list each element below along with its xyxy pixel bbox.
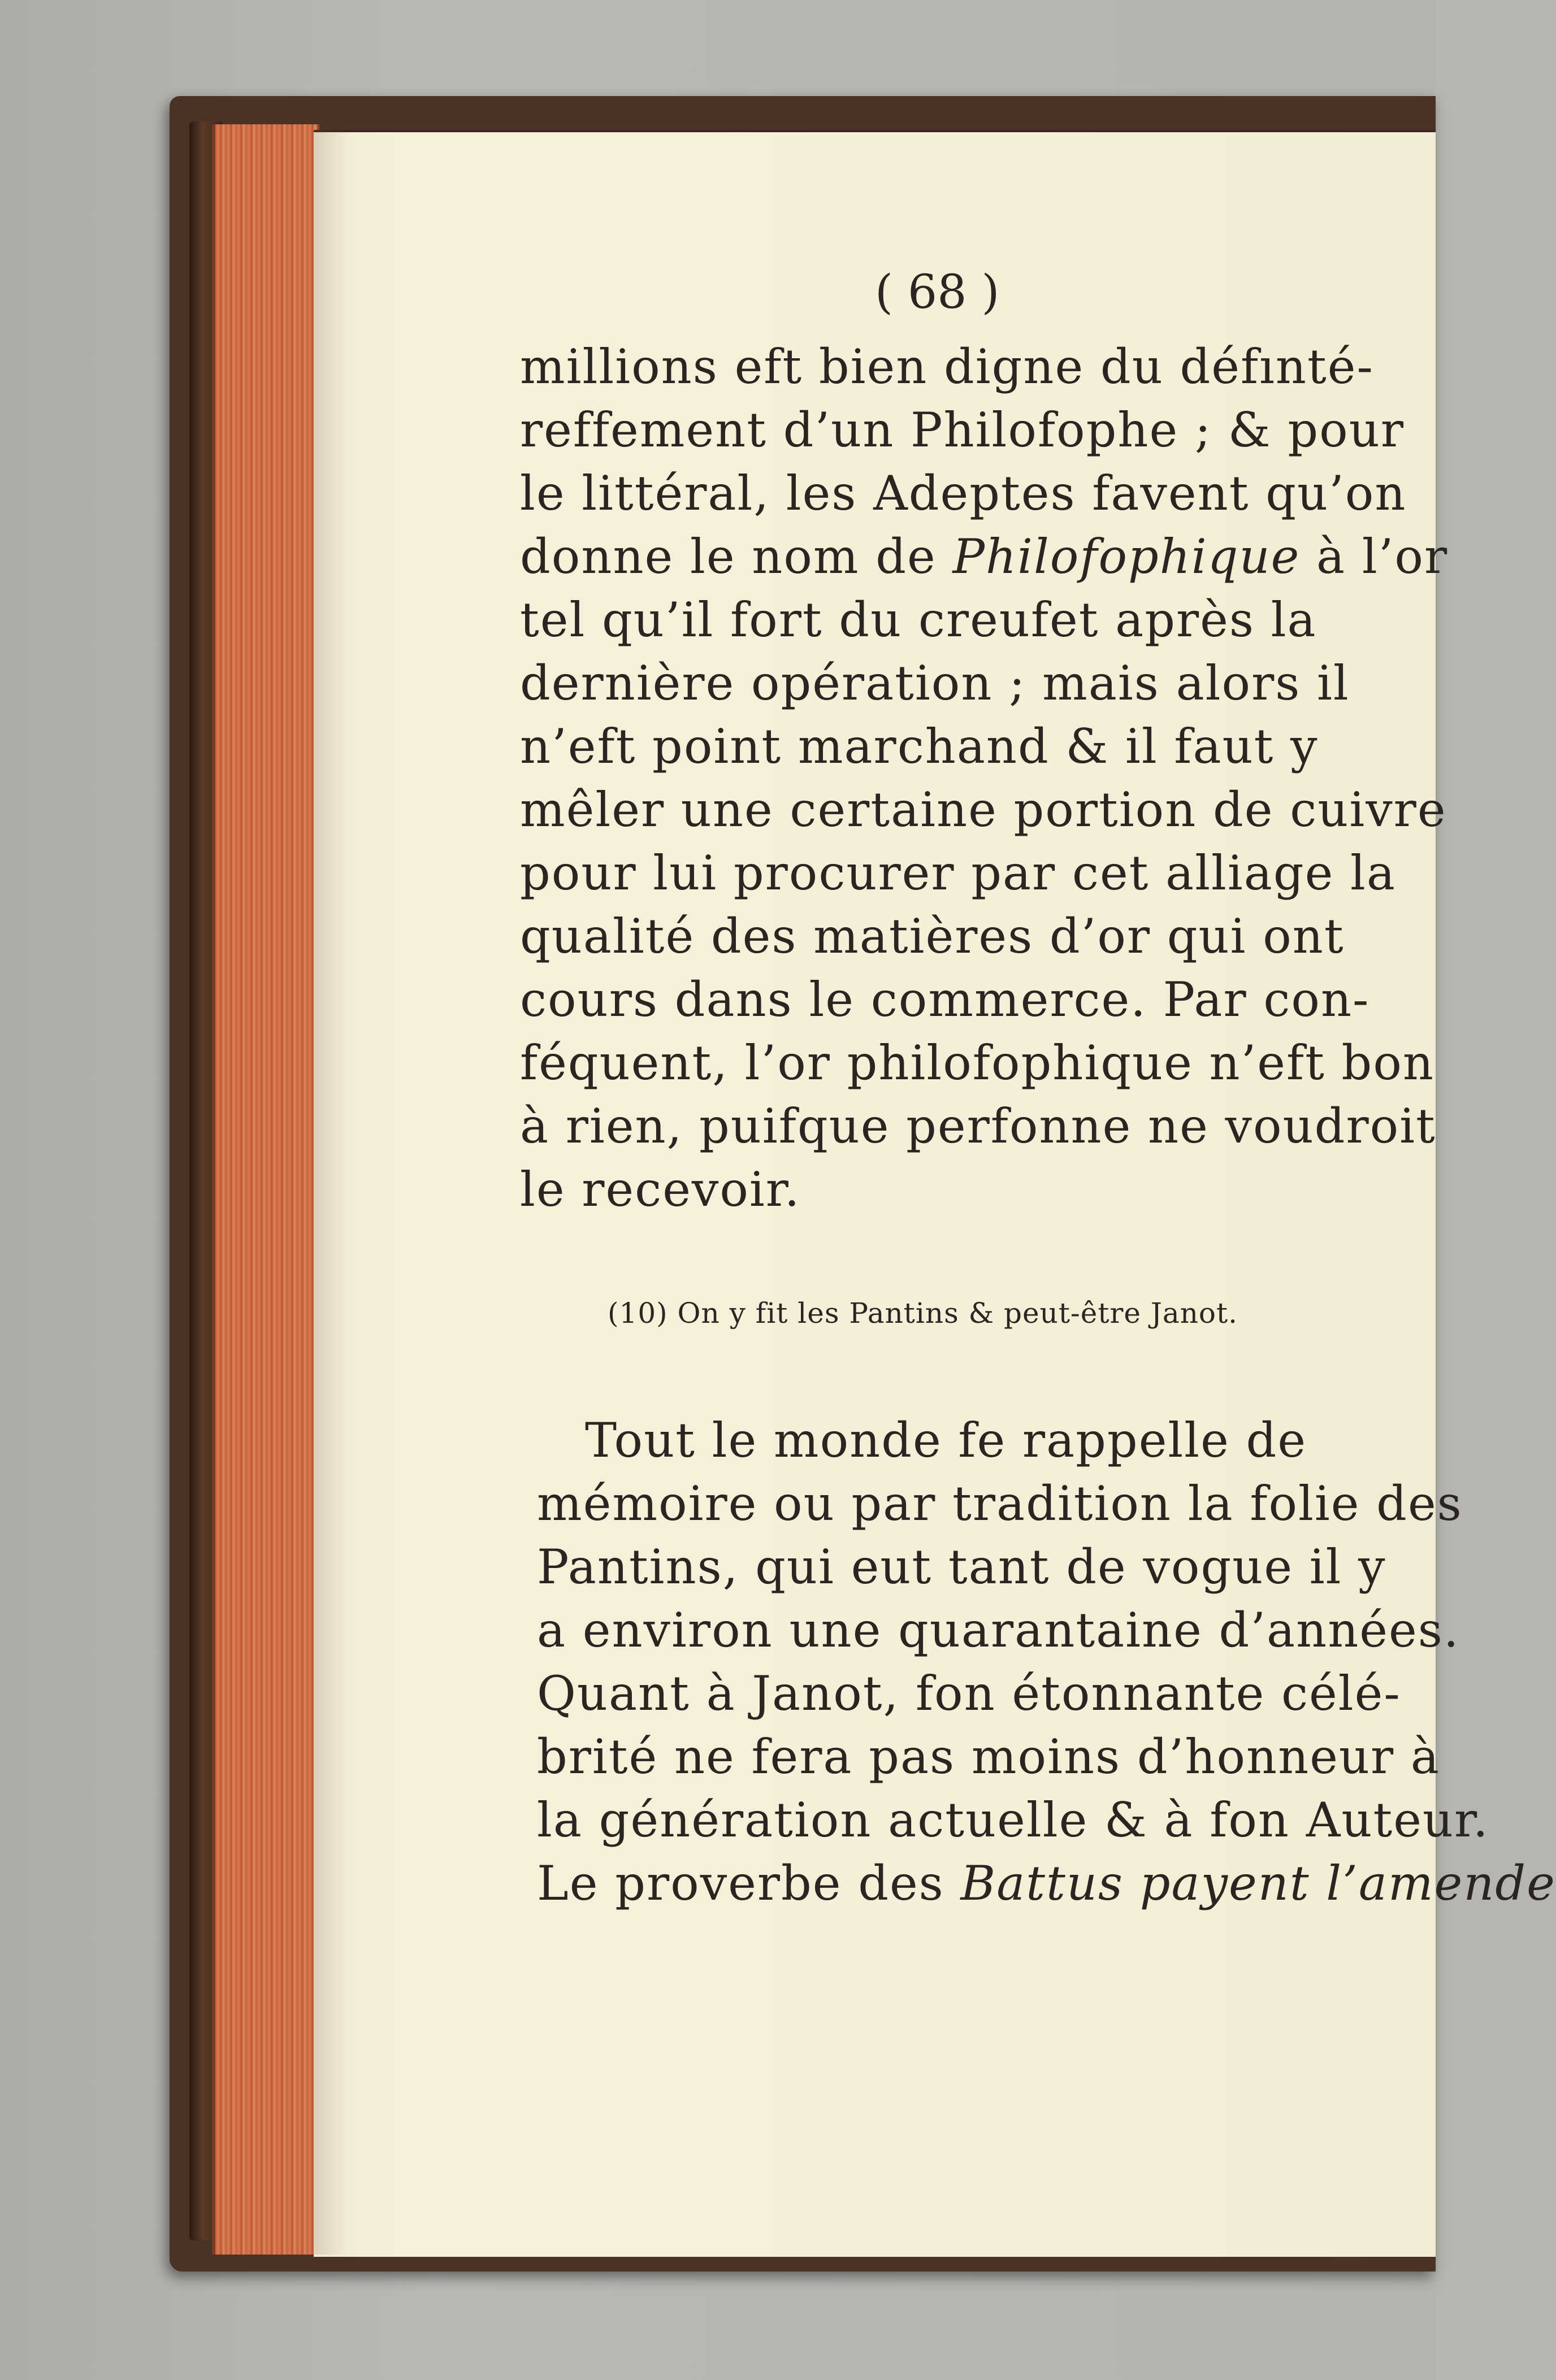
text-line-6: dernière opération ; mais alors il (520, 655, 1350, 711)
text-line-5: tel qu’il fort du creufet après la (520, 592, 1317, 648)
text-line-10: qualité des matières d’or qui ont (520, 909, 1345, 964)
text-line-16: mémoire ou par tradition la folie des (537, 1476, 1463, 1531)
text-line-1: millions eft bien digne du défınté- (520, 339, 1374, 394)
text-line-3: le littéral, les Adeptes favent qu’on (520, 466, 1407, 521)
text-line-13: à rien, puifque perfonne ne voudroit (520, 1098, 1436, 1154)
text-line-4-before: donne le nom de (520, 529, 953, 584)
text-line-22 (537, 1856, 1556, 1911)
page-gutter-shadow (314, 130, 348, 2255)
text-line-8: mêler une certaine portion de cuivre (520, 782, 1447, 837)
text-line-20: brité ne fera pas moins d’honneur à (537, 1729, 1440, 1784)
text-line-17: Pantins, qui eut tant de vogue il y (537, 1539, 1386, 1595)
text-line-19: Quant à Janot, fon étonnante célé- (537, 1666, 1401, 1721)
page-number: ( 68 ) (875, 266, 1000, 319)
text-line-15: Tout le monde fe rappelle de (585, 1413, 1307, 1468)
page-edges (212, 124, 319, 2255)
footnote-10: (10) On y fit les Pantins & peut-être Janot. (608, 1297, 1238, 1330)
text-line-7: n’eft point marchand & il faut y (520, 719, 1319, 774)
italic-battus-payent-lamende: Battus payent l’amende (960, 1856, 1556, 1911)
text-line-22-before: Le proverbe des (537, 1856, 961, 1911)
text-line-9: pour lui procurer par cet alliage la (520, 845, 1396, 901)
text-line-12: féquent, l’or philofophique n’eft bon (520, 1035, 1434, 1091)
text-line-4 (520, 529, 1448, 584)
text-line-4-after: à l’or (1300, 529, 1449, 584)
text-line-2: reffement d’un Philofophe ; & pour (520, 402, 1405, 458)
italic-philofophique: Philofophique (952, 529, 1301, 584)
text-line-21: la génération actuelle & à fon Auteur. (537, 1792, 1489, 1848)
text-line-11: cours dans le commerce. Par con- (520, 972, 1370, 1027)
text-line-18: a environ une quarantaine d’années. (537, 1602, 1460, 1658)
text-line-14: le recevoir. (520, 1162, 801, 1217)
